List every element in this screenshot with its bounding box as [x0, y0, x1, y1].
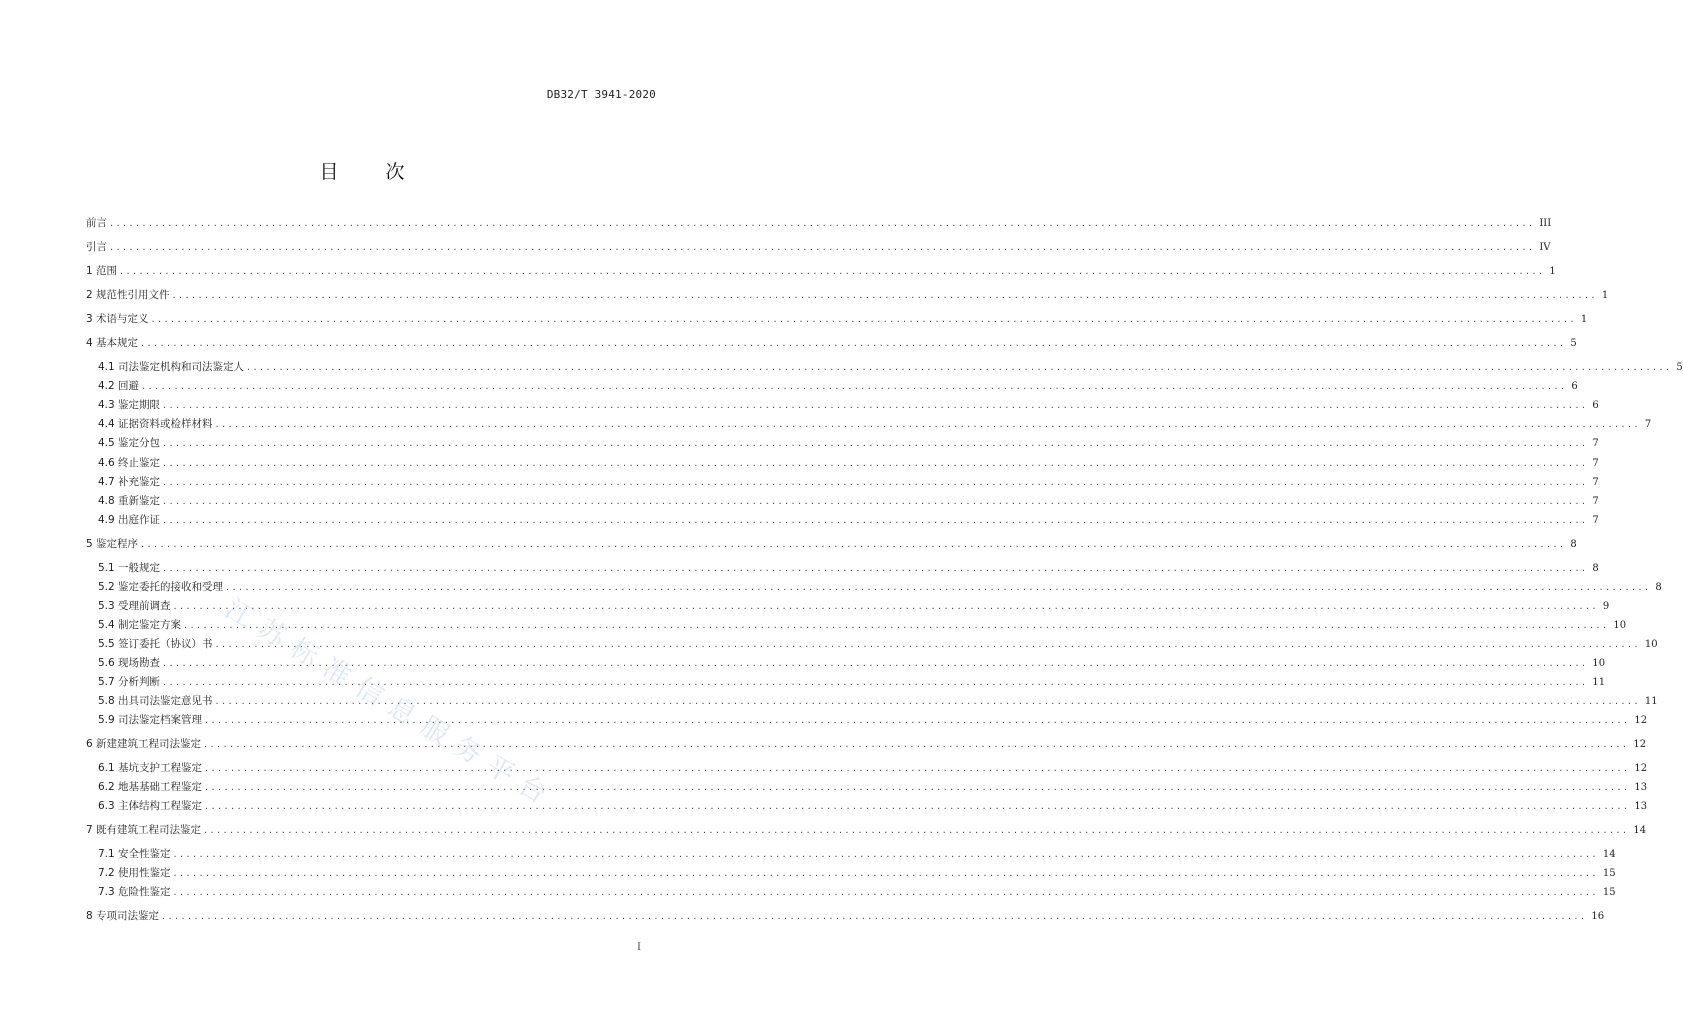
toc-entry[interactable] — [98, 492, 1599, 510]
toc-entry[interactable] — [86, 214, 1552, 232]
toc-dot-leader: ............................................................................................................................................................................................................................ — [205, 715, 1631, 726]
toc-dot-leader: ............................................................................................................................................................................................................................ — [215, 696, 1641, 707]
toc-entry-label: 6 新建建筑工程司法鉴定 — [86, 738, 202, 750]
toc-entry-label: 1 范围 — [86, 265, 118, 277]
toc-entry-page: 8 — [1570, 539, 1577, 550]
toc-entry-page: 5 — [1676, 362, 1683, 373]
toc-entry[interactable] — [98, 473, 1599, 491]
toc-entry-page: 12 — [1634, 715, 1648, 726]
toc-entry-page: 11 — [1644, 696, 1658, 707]
toc-entry-label: 4.8 重新鉴定 — [98, 495, 161, 507]
toc-entry-page: 1 — [1601, 290, 1609, 301]
toc-dot-leader: ............................................................................................................................................................................................................................ — [110, 218, 1536, 229]
toc-entry-label: 7 既有建筑工程司法鉴定 — [86, 824, 202, 836]
toc-dot-leader: ............................................................................................................................................................................................................................ — [205, 801, 1631, 812]
toc-dot-leader: ............................................................................................................................................................................................................................ — [173, 601, 1599, 612]
toc-entry-page: 11 — [1592, 677, 1606, 688]
toc-dot-leader: ............................................................................................................................................................................................................................ — [172, 290, 1598, 301]
toc-entry[interactable] — [98, 673, 1606, 691]
toc-entry-label: 4.3 鉴定期限 — [98, 399, 161, 411]
toc-entry[interactable] — [98, 358, 1683, 376]
toc-entry[interactable] — [98, 778, 1648, 796]
toc-dot-leader: ............................................................................................................................................................................................................................ — [163, 515, 1589, 526]
toc-entry-page: 1 — [1549, 266, 1556, 277]
toc-entry-page: 12 — [1634, 763, 1648, 774]
toc-entry[interactable] — [98, 559, 1599, 577]
toc-entry-label: 7.3 危险性鉴定 — [98, 886, 171, 898]
toc-entry-label: 4.1 司法鉴定机构和司法鉴定人 — [98, 361, 245, 373]
toc-entry-page: 6 — [1571, 381, 1578, 392]
toc-entry-label: 5.9 司法鉴定档案管理 — [98, 714, 203, 726]
toc-entry-page: 7 — [1592, 496, 1599, 507]
toc-dot-leader: ............................................................................................................................................................................................................................ — [205, 763, 1631, 774]
toc-entry[interactable] — [98, 616, 1627, 634]
toc-entry[interactable] — [86, 310, 1588, 328]
toc-dot-leader: ............................................................................................................................................................................................................................ — [151, 314, 1577, 325]
toc-entry-label: 6.3 主体结构工程鉴定 — [98, 800, 203, 812]
toc-entry[interactable] — [86, 821, 1647, 839]
toc-entry-page: 8 — [1592, 563, 1599, 574]
toc-dot-leader: ............................................................................................................................................................................................................................ — [215, 639, 1641, 650]
toc-entry-page: 13 — [1634, 782, 1648, 793]
toc-entry[interactable] — [98, 864, 1616, 882]
toc-dot-leader: ............................................................................................................................................................................................................................ — [173, 849, 1599, 860]
toc-dot-leader: ............................................................................................................................................................................................................................ — [204, 739, 1630, 750]
toc-entry-label: 4.5 鉴定分包 — [98, 437, 161, 449]
toc-entry-label: 5.8 出具司法鉴定意见书 — [98, 695, 213, 707]
toc-entry-label: 6.2 地基基础工程鉴定 — [98, 781, 203, 793]
toc-entry-label: 5.4 制定鉴定方案 — [98, 619, 182, 631]
toc-entry-label: 8 专项司法鉴定 — [86, 910, 160, 922]
toc-entry[interactable] — [98, 454, 1599, 472]
toc-entry-label: 6.1 基坑支护工程鉴定 — [98, 762, 203, 774]
page-number: I — [637, 942, 641, 953]
toc-entry-page: 14 — [1633, 825, 1647, 836]
toc-dot-leader: ............................................................................................................................................................................................................................ — [110, 242, 1536, 253]
toc-entry[interactable] — [98, 415, 1652, 433]
toc-entry[interactable] — [98, 845, 1616, 863]
toc-dot-leader: ............................................................................................................................................................................................................................ — [204, 825, 1630, 836]
toc-entry[interactable] — [98, 377, 1578, 395]
toc-entry-label: 4.7 补充鉴定 — [98, 476, 161, 488]
toc-dot-leader: ............................................................................................................................................................................................................................ — [205, 782, 1631, 793]
toc-entry-page: 8 — [1655, 582, 1662, 593]
toc-entry-page: 13 — [1634, 801, 1648, 812]
toc-entry[interactable] — [98, 396, 1599, 414]
toc-dot-leader: ............................................................................................................................................................................................................................ — [163, 677, 1589, 688]
toc-entry-label: 5.5 签订委托（协议）书 — [98, 638, 213, 650]
toc-entry-page: 7 — [1592, 438, 1599, 449]
toc-entry-page: IV — [1539, 242, 1551, 253]
toc-entry-label: 4 基本规定 — [86, 337, 139, 349]
toc-entry-label: 4.4 证据资料或检样材料 — [98, 418, 213, 430]
toc-entry[interactable] — [98, 692, 1658, 710]
toc-dot-leader: ............................................................................................................................................................................................................................ — [163, 438, 1589, 449]
toc-entry-label: 前言 — [86, 217, 107, 229]
toc-entry-page: 14 — [1602, 849, 1616, 860]
toc-dot-leader: ............................................................................................................................................................................................................................ — [163, 563, 1589, 574]
toc-entry-page: 15 — [1602, 887, 1616, 898]
toc-dot-leader: ............................................................................................................................................................................................................................ — [162, 911, 1588, 922]
toc-dot-leader: ............................................................................................................................................................................................................................ — [163, 658, 1589, 669]
toc-entry[interactable] — [86, 735, 1647, 753]
toc-entry-label: 2 规范性引用文件 — [86, 289, 170, 301]
toc-entry-label: 5.1 一般规定 — [98, 562, 161, 574]
toc-entry[interactable] — [98, 434, 1599, 452]
toc-entry[interactable] — [98, 883, 1616, 901]
toc-dot-leader: ............................................................................................................................................................................................................................ — [226, 582, 1652, 593]
toc-entry-page: 1 — [1580, 314, 1588, 325]
toc-entry-page: 7 — [1592, 458, 1599, 469]
toc-entry-label: 5.7 分析判断 — [98, 676, 161, 688]
toc-dot-leader: ............................................................................................................................................................................................................................ — [141, 539, 1567, 550]
toc-entry-page: 7 — [1592, 477, 1599, 488]
toc-entry-label: 4.9 出庭作证 — [98, 514, 161, 526]
toc-entry-page: III — [1539, 218, 1552, 229]
toc-entry[interactable] — [98, 711, 1648, 729]
toc-entry-page: 12 — [1633, 739, 1647, 750]
toc-dot-leader: ............................................................................................................................................................................................................................ — [163, 400, 1589, 411]
toc-dot-leader: ............................................................................................................................................................................................................................ — [163, 458, 1589, 469]
toc-dot-leader: ............................................................................................................................................................................................................................ — [173, 887, 1599, 898]
toc-entry-label: 4.2 回避 — [98, 380, 140, 392]
toc-dot-leader: ............................................................................................................................................................................................................................ — [215, 419, 1641, 430]
toc-dot-leader: ............................................................................................................................................................................................................................ — [120, 266, 1546, 277]
toc-dot-leader: ............................................................................................................................................................................................................................ — [141, 338, 1567, 349]
toc-dot-leader: ............................................................................................................................................................................................................................ — [142, 381, 1568, 392]
toc-entry-label: 7.1 安全性鉴定 — [98, 848, 171, 860]
watermark: 江苏标准信息服务平台 — [219, 593, 562, 816]
toc-entry-page: 7 — [1592, 515, 1599, 526]
toc-entry[interactable] — [98, 635, 1658, 653]
toc-entry[interactable] — [86, 286, 1609, 304]
toc-entry[interactable] — [98, 797, 1648, 815]
toc-title: 目 次 — [319, 161, 419, 183]
toc-entry-page: 16 — [1591, 911, 1605, 922]
toc-entry[interactable] — [98, 511, 1599, 529]
toc-entry[interactable] — [86, 535, 1577, 553]
toc-entry-page: 6 — [1592, 400, 1599, 411]
toc-entry[interactable] — [86, 262, 1556, 280]
toc-entry[interactable] — [86, 907, 1605, 925]
toc-entry-label: 4.6 终止鉴定 — [98, 457, 161, 469]
toc-entry[interactable] — [98, 578, 1662, 596]
toc-dot-leader: ............................................................................................................................................................................................................................ — [247, 362, 1673, 373]
toc-entry-label: 引言 — [86, 241, 107, 253]
toc-entry-label: 5.6 现场勘查 — [98, 657, 161, 669]
toc-entry-label: 5.3 受理前调查 — [98, 600, 171, 612]
toc-entry[interactable] — [98, 759, 1648, 777]
toc-entry-label: 5 鉴定程序 — [86, 538, 139, 550]
toc-dot-leader: ............................................................................................................................................................................................................................ — [163, 496, 1589, 507]
document-code: DB32/T 3941-2020 — [546, 88, 656, 101]
toc-entry-label: 3 术语与定义 — [86, 313, 149, 325]
toc-dot-leader: ............................................................................................................................................................................................................................ — [163, 477, 1589, 488]
toc-entry-page: 10 — [1613, 620, 1627, 631]
toc-entry-page: 9 — [1602, 601, 1610, 612]
toc-entry-page: 10 — [1592, 658, 1606, 669]
toc-entry[interactable] — [98, 654, 1606, 672]
toc-entry-label: 7.2 使用性鉴定 — [98, 867, 171, 879]
toc-dot-leader: ............................................................................................................................................................................................................................ — [173, 868, 1599, 879]
toc-entry-label: 5.2 鉴定委托的接收和受理 — [98, 581, 224, 593]
toc-entry-page: 7 — [1644, 419, 1652, 430]
toc-dot-leader: ............................................................................................................................................................................................................................ — [184, 620, 1610, 631]
toc-entry[interactable] — [86, 334, 1577, 352]
toc-entry-page: 15 — [1602, 868, 1616, 879]
toc-entry-page: 10 — [1644, 639, 1658, 650]
toc-entry-page: 5 — [1570, 338, 1577, 349]
toc-entry[interactable] — [86, 238, 1551, 256]
toc-entry[interactable] — [98, 597, 1610, 615]
